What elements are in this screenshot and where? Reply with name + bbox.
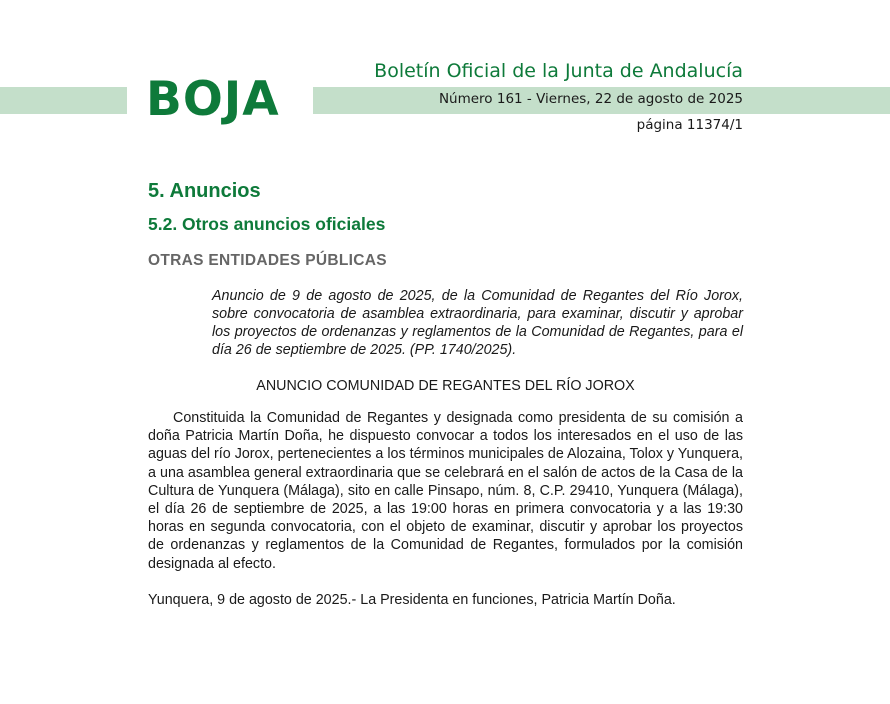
- section-heading: 5. Anuncios: [148, 180, 261, 202]
- signature-line: Yunquera, 9 de agosto de 2025.- La Presidenta en funciones, Patricia Martín Doña.: [148, 591, 676, 608]
- subsection-heading: 5.2. Otros anuncios oficiales: [148, 214, 386, 234]
- announcement-title: ANUNCIO COMUNIDAD DE REGANTES DEL RÍO JOROX: [256, 378, 635, 394]
- issue-number: Número 161 - Viernes, 22 de agosto de 2025: [438, 91, 743, 107]
- announcement-summary: Anuncio de 9 de agosto de 2025, de la Comunidad de Regantes del Río Jorox, sobre convocatoria de asamblea extraordinaria, para examinar, discutir y aprobar los proyectos de ordenanzas y reglamentos de la Comunidad de Regantes, para el día 26 de septiembre de 2025. (PP. 1740/2025).: [212, 288, 743, 358]
- boja-logo: BOJA: [146, 72, 280, 127]
- header-band-left: [0, 87, 127, 114]
- entity-type-heading: OTRAS ENTIDADES PÚBLICAS: [148, 252, 387, 269]
- bulletin-title: Boletín Oficial de la Junta de Andalucía: [374, 60, 743, 82]
- page-number: página 11374/1: [636, 117, 743, 133]
- announcement-body: Constituida la Comunidad de Regantes y designada como presidenta de su comisión a doña Patricia Martín Doña, he dispuesto convocar a todos los interesados en el uso de las aguas del río Jorox, pertenecientes a los términos municipales de Alozaina, Tolox y Yunquera, a una asamblea general extraordinaria que se celebrará en el salón de actos de la Casa de la Cultura de Yunquera (Málaga), sito en calle Pinsapo, núm. 8, C.P. 29410, Yunquera (Málaga), el día 26 de septiembre de 2025, a las 19:00 horas en primera convocatoria y a las 19:30 horas en segunda convocatoria, con el objeto de examinar, discutir y aprobar los proyectos de ordenanzas y reglamentos de la Comunidad de Regantes, formulados por la comisión designada al efecto.: [148, 410, 743, 572]
- document-body: [148, 178, 743, 609]
